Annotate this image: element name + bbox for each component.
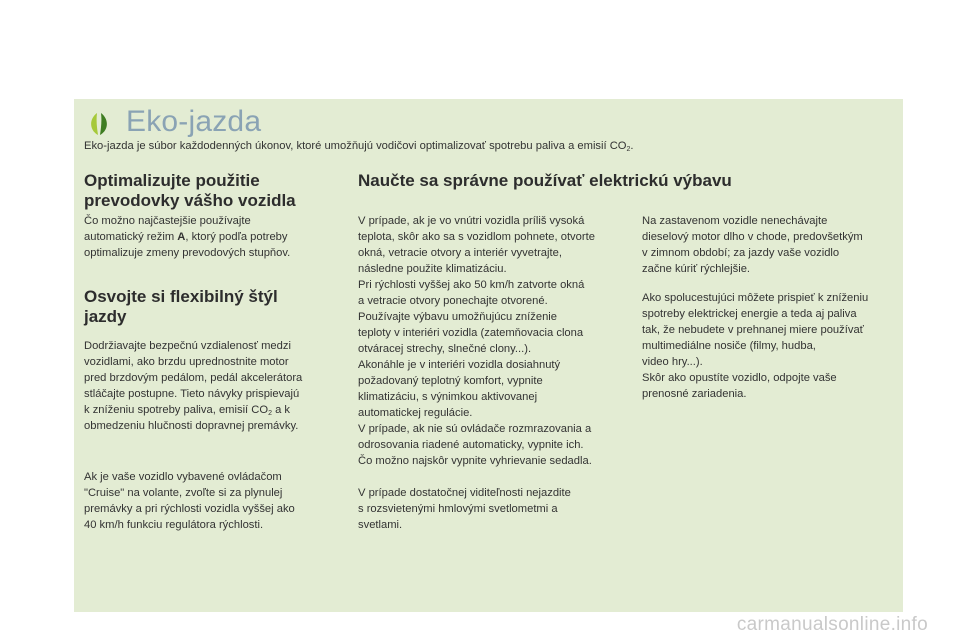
intro-paragraph: Eko-jazda je súbor každodenných úkonov, ktoré umožňujú vodičovi optimalizovať spotrebu paliva a emisií $CO_2$. [84, 140, 634, 153]
heading-gearbox: Optimalizujte použitie prevodovky vášho vozidla [84, 171, 296, 210]
heading-electrical: Naučte sa správne používať elektrickú výbavu [358, 171, 732, 190]
paragraph-multimedia: Ako spolucestujúci môžete prispieť k zníženiu spotreby elektrickej energie a teda aj paliva tak, že nebudete v prehnanej miere používať multimediálne nosiče (filmy, hudba, video hry...). Skôr ako opustíte vozidlo, odpojte vaše prenosné zariadenia. [642, 292, 869, 400]
heading-driving-style: Osvojte si flexibilný štýl jazdy [84, 287, 278, 326]
paragraph-fog-lights: V prípade dostatočnej viditeľnosti nejazdite s rozsvietenými hmlovými svetlometmi a svetlami. [358, 487, 571, 531]
paragraph-driving-style: Dodržiavajte bezpečnú vzdialenosť medzi vozidlami, ako brzdu uprednostnite motor pred brzdovým pedálom, pedál akcelerátora stláčajte postupne. Tieto návyky prispievajú k zníženiu spotreby paliva, emisií $CO_2$ a k obmedzeniu hlučnosti dopravnej premávky. [84, 340, 303, 432]
page-title: Eko-jazda [126, 105, 262, 138]
paragraph-climate: V prípade, ak je vo vnútri vozidla príliš vysoká teplota, skôr ako sa s vozidlom pohnete, otvorte okná, vetracie otvory a interiér vyvetrajte, následne použite klimatizáciu. Pri rýchlosti vyššej ako 50 km/h zatvorte okná a vetracie otvory ponechajte otvorené. Používajte výbavu umožňujúcu zníženie teploty v interiéri vozidla (zatemňovacia clona otváracej strechy, slnečné clony...). Akonáhle je v interiéri vozidla dosiahnutý požadovaný teplotný komfort, vypnite klimatizáciu, s výnimkou aktivovanej automatickej regulácie. V prípade, ak nie sú ovládače rozmrazovania a odrosovania riadené automaticky, vypnite ich. Čo možno najskôr vypnite vyhrievanie sedadla. [358, 215, 595, 467]
paragraph-idle-engine: Na zastavenom vozidle nenechávajte dieselový motor dlho v chode, predovšetkým v zimnom období; za jazdy vaše vozidlo začne kúriť rýchlejšie. [642, 215, 863, 275]
paragraph-cruise: Ak je vaše vozidlo vybavené ovládačom "Cruise" na volante, zvoľte si za plynulej premávky a pri rýchlosti vozidla vyššej ako 40 km/h funkciu regulátora rýchlosti. [84, 471, 295, 531]
eco-leaf-icon [88, 112, 110, 136]
paragraph-gearbox: Čo možno najčastejšie používajte automatický režim A, ktorý podľa potreby optimalizuje zmeny prevodových stupňov. [84, 215, 291, 259]
watermark: carmanualsonline.info [736, 614, 928, 635]
